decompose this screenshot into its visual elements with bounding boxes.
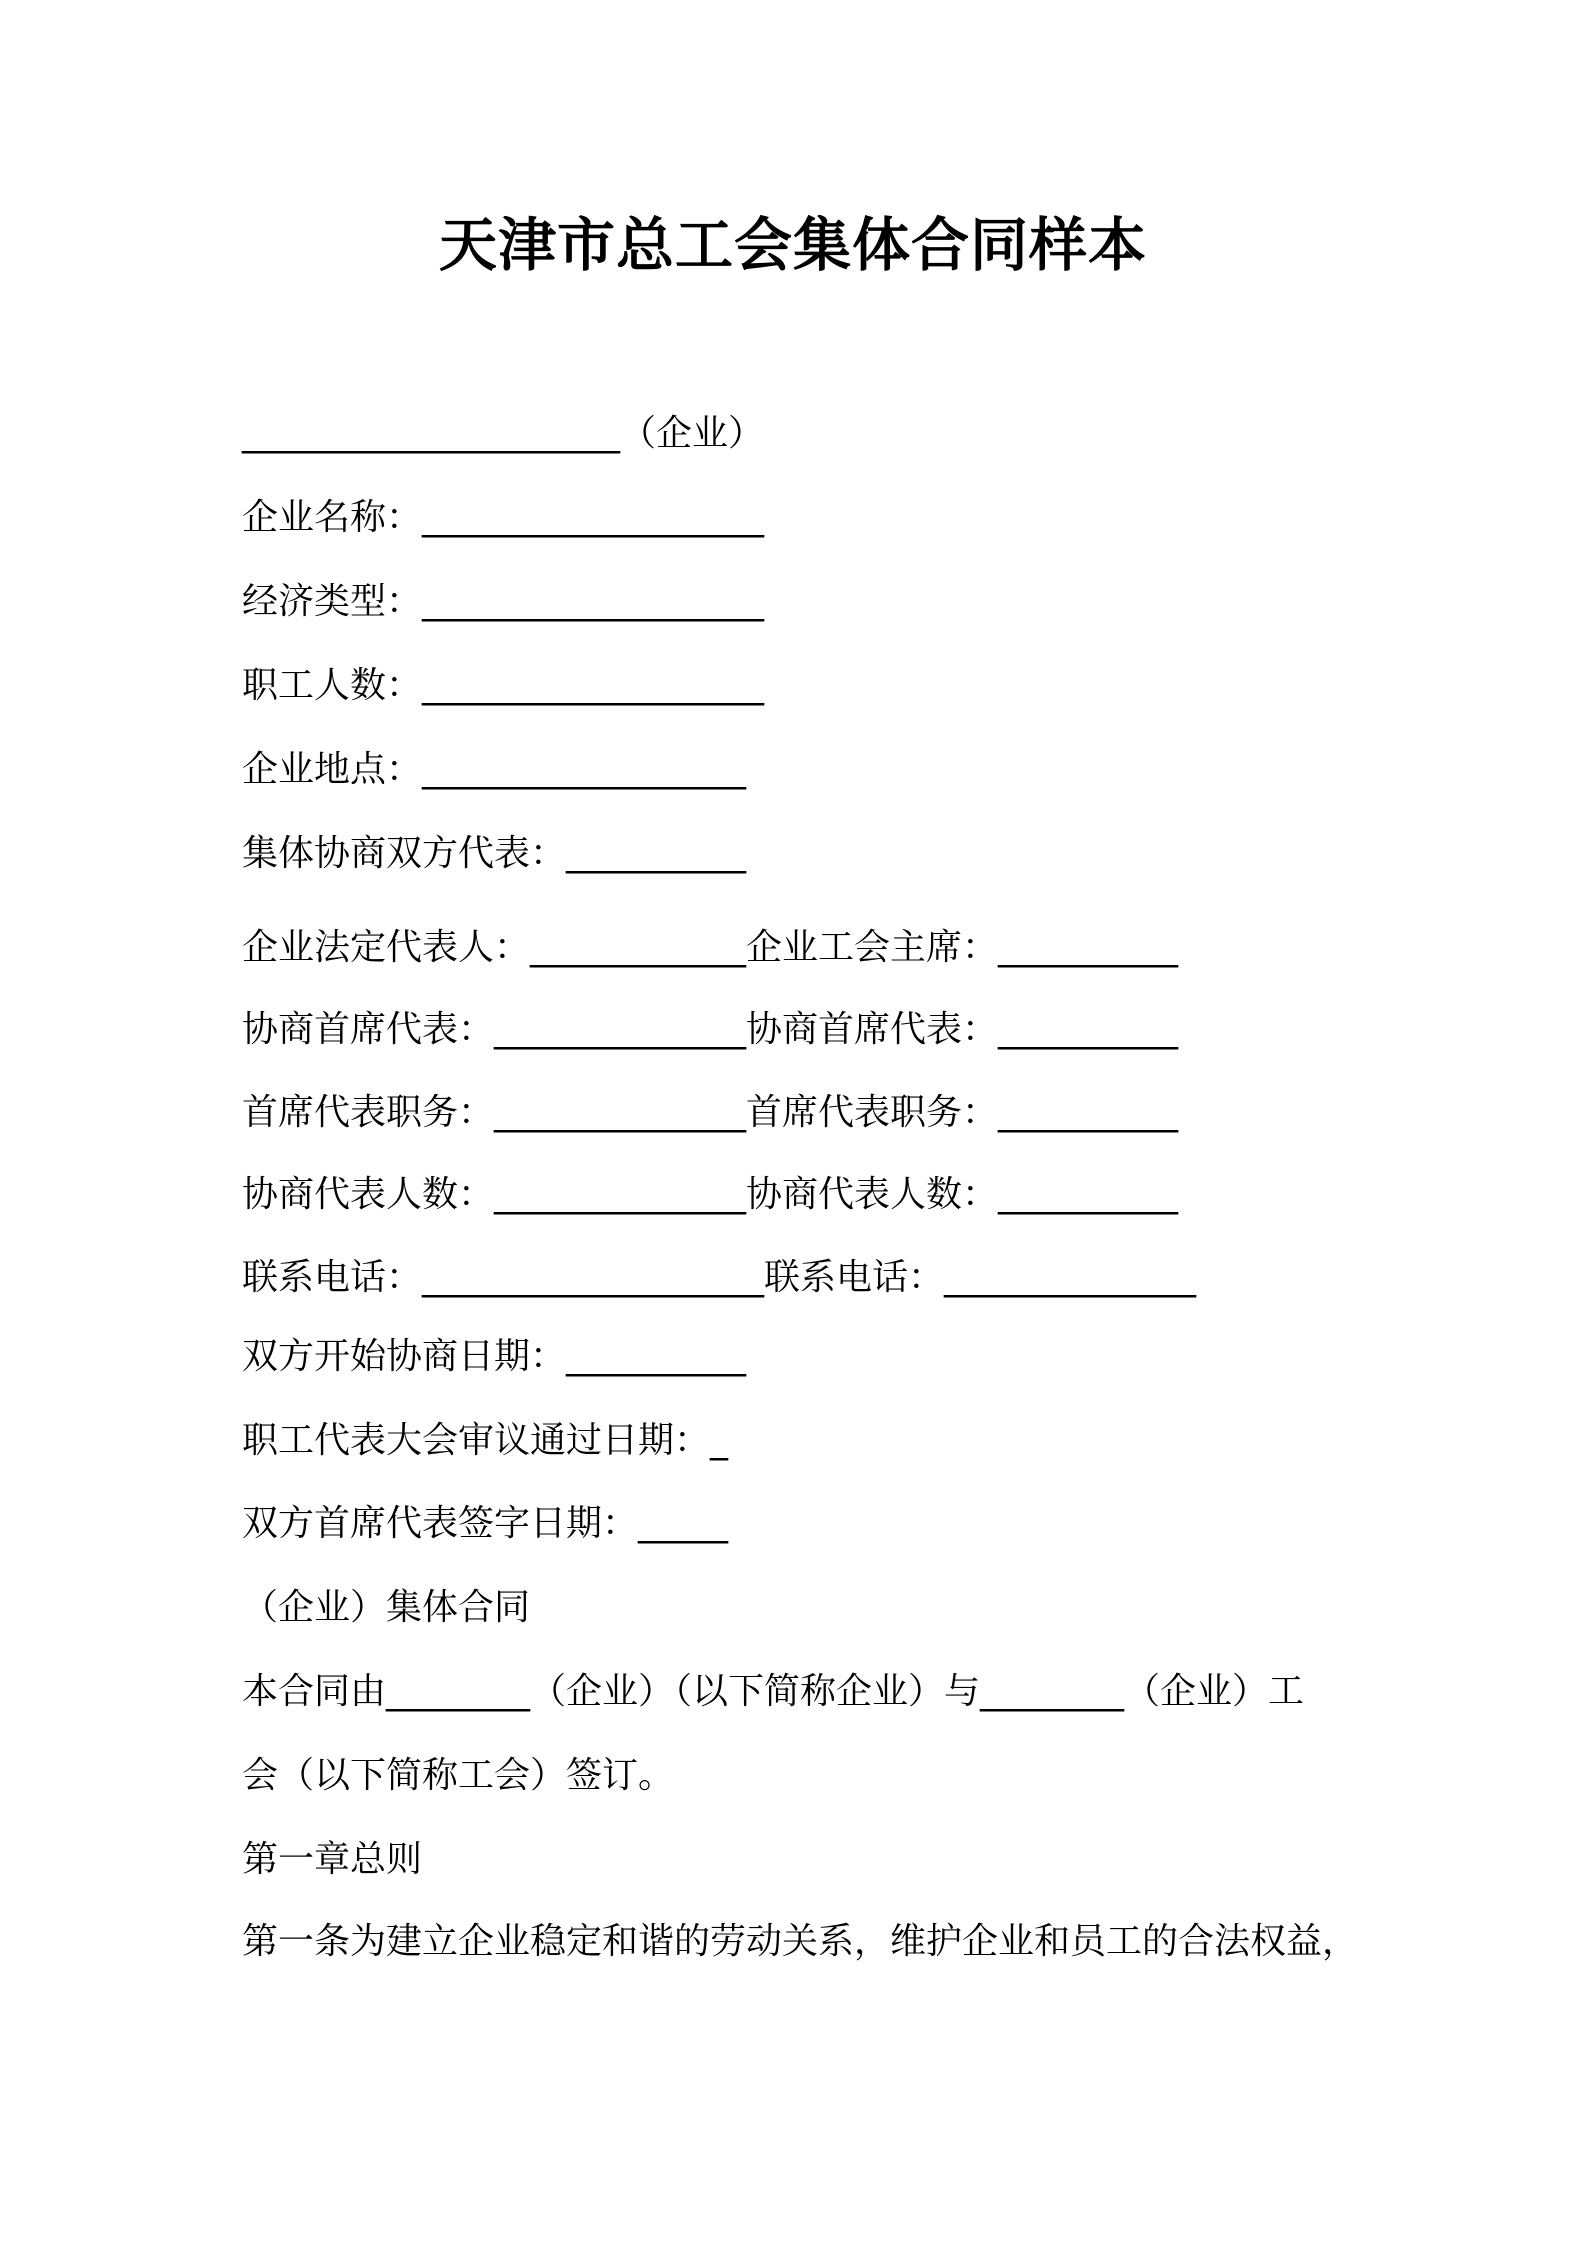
enterprise-location-field: 企业地点：__________________ [242,749,747,790]
negotiation-representatives-field: 集体协商双方代表：__________ [242,833,747,874]
chapter-heading: 第一章总则 [242,1839,423,1880]
enterprise-name-field: 企业名称：___________________ [242,497,765,538]
article-one-text: 第一条为建立企业稳定和谐的劳动关系，维护企业和员工的合法权益， [242,1921,1359,1962]
contact-phone-field: 联系电话：___________________联系电话：______________ [242,1257,1197,1298]
enterprise-header-line: _____________________（企业） [242,413,765,454]
negotiation-start-date-field: 双方开始协商日期：__________ [242,1336,747,1377]
chief-representative-title-field: 首席代表职务：______________首席代表职务：__________ [242,1092,1179,1133]
legal-rep-and-union-chair-field: 企业法定代表人：____________企业工会主席：__________ [242,927,1179,968]
congress-approval-date-field: 职工代表大会审议通过日期：_ [242,1420,729,1461]
economic-type-field: 经济类型：___________________ [242,581,765,622]
representative-count-field: 协商代表人数：______________协商代表人数：__________ [242,1174,1179,1215]
contract-intro-line-1: 本合同由________（企业）（以下简称企业）与________（企业）工 [242,1671,1305,1712]
contract-heading: （企业）集体合同 [242,1587,531,1628]
document-title: 天津市总工会集体合同样本 [438,211,1147,279]
signature-date-field: 双方首席代表签字日期：_____ [242,1503,729,1544]
contract-intro-line-2: 会（以下简称工会）签订。 [242,1755,675,1796]
employee-count-field: 职工人数：___________________ [242,665,765,706]
chief-representative-field: 协商首席代表：______________协商首席代表：__________ [242,1009,1179,1050]
